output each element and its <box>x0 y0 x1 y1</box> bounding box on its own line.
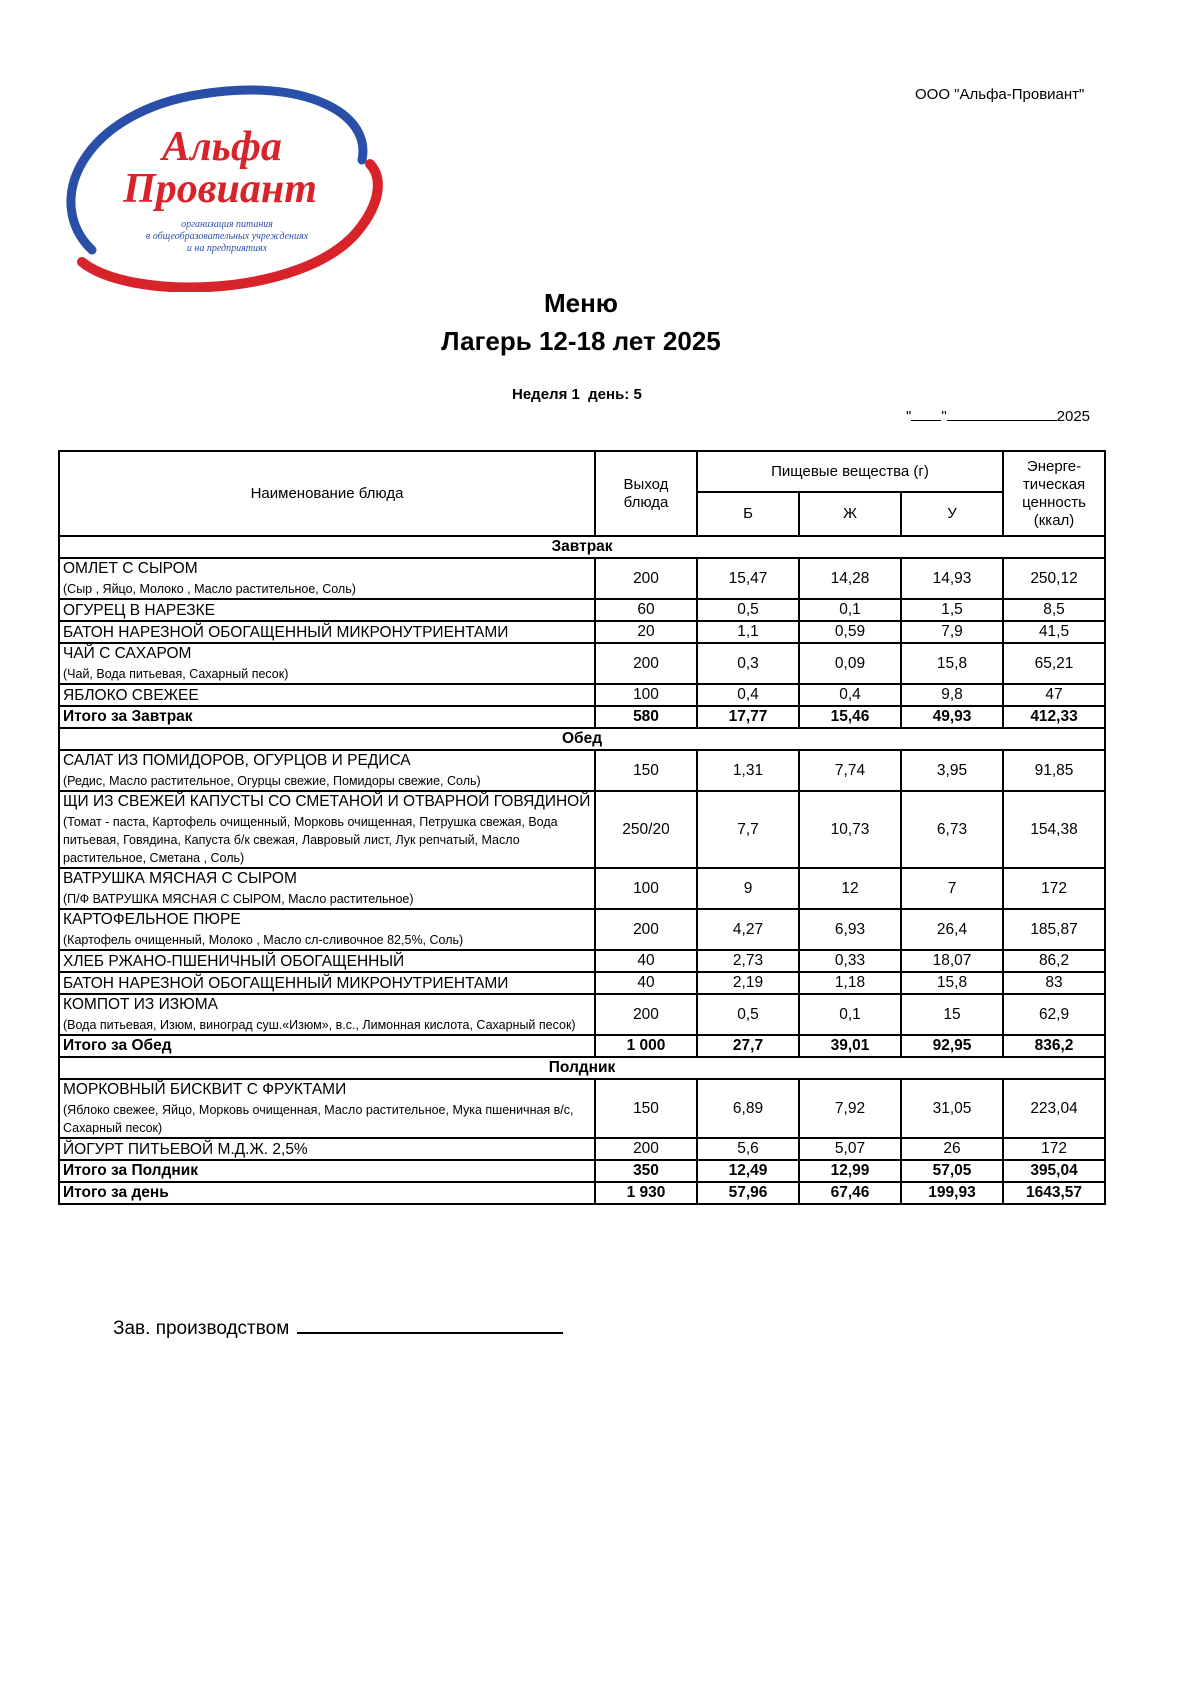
energy-cell: 154,38 <box>1003 791 1105 868</box>
energy-cell: 91,85 <box>1003 750 1105 791</box>
protein-cell: 5,6 <box>697 1138 799 1160</box>
header-name: Наименование блюда <box>59 451 595 536</box>
energy-cell: 185,87 <box>1003 909 1105 950</box>
dish-cell <box>59 599 595 621</box>
dish-name: ЯБЛОКО СВЕЖЕЕ <box>63 686 199 704</box>
dish-ingredients: (Вода питьевая, Изюм, виноград суш.«Изюм», в.с., Лимонная кислота, Сахарный песок) <box>63 1018 576 1032</box>
carbs-cell: 14,93 <box>901 558 1003 599</box>
fat-cell: 5,07 <box>799 1138 901 1160</box>
dish-cell <box>59 1138 595 1160</box>
fat-cell: 10,73 <box>799 791 901 868</box>
protein-cell: 1,31 <box>697 750 799 791</box>
total-yield: 580 <box>595 706 697 728</box>
energy-cell: 223,04 <box>1003 1079 1105 1138</box>
svg-text:организация питания: организация питания <box>181 219 273 230</box>
dish-cell <box>59 643 595 684</box>
page-subtitle: Лагерь 12-18 лет 2025 <box>441 326 721 356</box>
table-row <box>59 950 1105 972</box>
protein-cell: 6,89 <box>697 1079 799 1138</box>
fat-cell: 6,93 <box>799 909 901 950</box>
dish-cell <box>59 621 595 643</box>
energy-cell: 65,21 <box>1003 643 1105 684</box>
table-row <box>59 1079 1105 1138</box>
menu-body <box>59 536 1105 1204</box>
yield-cell: 20 <box>595 621 697 643</box>
carbs-cell: 7,9 <box>901 621 1003 643</box>
dish-ingredients: (Чай, Вода питьевая, Сахарный песок) <box>63 667 289 681</box>
total-carbs: 92,95 <box>901 1035 1003 1057</box>
table-row <box>59 621 1105 643</box>
dish-ingredients: (Сыр , Яйцо, Молоко , Масло растительное, Соль) <box>63 582 356 596</box>
dish-name: КАРТОФЕЛЬНОЕ ПЮРЕ <box>63 911 241 928</box>
carbs-cell: 7 <box>901 868 1003 909</box>
total-protein: 27,7 <box>697 1035 799 1057</box>
day-total-row <box>59 1182 1105 1204</box>
protein-cell: 0,4 <box>697 684 799 706</box>
carbs-cell: 26 <box>901 1138 1003 1160</box>
yield-cell: 150 <box>595 750 697 791</box>
energy-cell: 172 <box>1003 868 1105 909</box>
dish-name: САЛАТ ИЗ ПОМИДОРОВ, ОГУРЦОВ И РЕДИСА <box>63 752 411 769</box>
protein-cell: 4,27 <box>697 909 799 950</box>
total-label: Итого за Обед <box>59 1035 595 1057</box>
section-title: Завтрак <box>59 536 1105 558</box>
signature-line <box>113 1316 563 1340</box>
date-line: " " 2025 <box>906 408 1091 425</box>
dish-name: ЙОГУРТ ПИТЬЕВОЙ М.Д.Ж. 2,5% <box>63 1140 308 1158</box>
dish-name: ОМЛЕТ С СЫРОМ <box>63 560 198 577</box>
menu-table <box>58 450 1106 1205</box>
section-title: Обед <box>59 728 1105 750</box>
protein-cell: 0,3 <box>697 643 799 684</box>
table-row <box>59 1138 1105 1160</box>
week-day-label: Неделя 1 день: 5 <box>512 386 642 403</box>
header-nutrients: Пищевые вещества (г) <box>697 451 1003 492</box>
total-energy: 412,33 <box>1003 706 1105 728</box>
carbs-cell: 15,8 <box>901 972 1003 994</box>
carbs-cell: 31,05 <box>901 1079 1003 1138</box>
yield-cell: 200 <box>595 643 697 684</box>
protein-cell: 2,73 <box>697 950 799 972</box>
energy-cell: 62,9 <box>1003 994 1105 1035</box>
section-title: Полдник <box>59 1057 1105 1079</box>
fat-cell: 14,28 <box>799 558 901 599</box>
total-label: Итого за Полдник <box>59 1160 595 1182</box>
carbs-cell: 18,07 <box>901 950 1003 972</box>
day-total-energy: 1643,57 <box>1003 1182 1105 1204</box>
day-total-label: Итого за день <box>59 1182 595 1204</box>
table-row <box>59 643 1105 684</box>
dish-cell <box>59 558 595 599</box>
yield-cell: 100 <box>595 868 697 909</box>
yield-cell: 100 <box>595 684 697 706</box>
yield-cell: 250/20 <box>595 791 697 868</box>
fat-cell: 12 <box>799 868 901 909</box>
dish-cell <box>59 750 595 791</box>
day-total-fat: 67,46 <box>799 1182 901 1204</box>
table-row <box>59 909 1105 950</box>
carbs-cell: 9,8 <box>901 684 1003 706</box>
dish-name: ЩИ ИЗ СВЕЖЕЙ КАПУСТЫ СО СМЕТАНОЙ И ОТВАРНОЙ ГОВЯДИНОЙ <box>63 793 591 810</box>
svg-text:в общеобразовательных учрежден: в общеобразовательных учреждениях <box>145 231 309 242</box>
table-row <box>59 972 1105 994</box>
yield-cell: 40 <box>595 950 697 972</box>
header-carbs: У <box>901 492 1003 536</box>
total-yield: 1 000 <box>595 1035 697 1057</box>
table-row <box>59 599 1105 621</box>
fat-cell: 0,1 <box>799 994 901 1035</box>
dish-cell <box>59 684 595 706</box>
total-yield: 350 <box>595 1160 697 1182</box>
total-protein: 12,49 <box>697 1160 799 1182</box>
carbs-cell: 26,4 <box>901 909 1003 950</box>
yield-cell: 200 <box>595 1138 697 1160</box>
yield-cell: 200 <box>595 558 697 599</box>
svg-text:Альфа: Альфа <box>162 124 282 170</box>
dish-cell <box>59 1079 595 1138</box>
energy-cell: 83 <box>1003 972 1105 994</box>
header-fat: Ж <box>799 492 901 536</box>
header-energy: Энерге-тическая ценность (ккал) <box>1003 451 1105 536</box>
protein-cell: 7,7 <box>697 791 799 868</box>
yield-cell: 150 <box>595 1079 697 1138</box>
dish-name: ВАТРУШКА МЯСНАЯ С СЫРОМ <box>63 870 297 887</box>
table-row <box>59 750 1105 791</box>
dish-name: КОМПОТ ИЗ ИЗЮМА <box>63 996 219 1013</box>
dish-cell <box>59 950 595 972</box>
table-row <box>59 684 1105 706</box>
energy-cell: 47 <box>1003 684 1105 706</box>
fat-cell: 0,4 <box>799 684 901 706</box>
table-row <box>59 791 1105 868</box>
fat-cell: 0,1 <box>799 599 901 621</box>
dish-ingredients: (Томат - паста, Картофель очищенный, Морковь очищенная, Петрушка свежая, Вода питьевая, Говядина, Капуста б/к свежая, Лавровый лист, Лук репчатый, Масло растительное, Сметана , Соль) <box>63 815 558 865</box>
total-energy: 836,2 <box>1003 1035 1105 1057</box>
section-total-row <box>59 1035 1105 1057</box>
fat-cell: 7,92 <box>799 1079 901 1138</box>
dish-ingredients: (П/Ф ВАТРУШКА МЯСНАЯ С СЫРОМ, Масло растительное) <box>63 892 414 906</box>
signature-label: Зав. производством <box>113 1318 290 1339</box>
carbs-cell: 15,8 <box>901 643 1003 684</box>
yield-cell: 200 <box>595 909 697 950</box>
day-total-yield: 1 930 <box>595 1182 697 1204</box>
yield-cell: 200 <box>595 994 697 1035</box>
protein-cell: 2,19 <box>697 972 799 994</box>
section-total-row <box>59 706 1105 728</box>
energy-cell: 8,5 <box>1003 599 1105 621</box>
signature-blank <box>297 1316 563 1334</box>
table-row <box>59 558 1105 599</box>
total-carbs: 49,93 <box>901 706 1003 728</box>
protein-cell: 15,47 <box>697 558 799 599</box>
dish-ingredients: (Картофель очищенный, Молоко , Масло сл-сливочное 82,5%, Соль) <box>63 933 464 947</box>
dish-ingredients: (Яблоко свежее, Яйцо, Морковь очищенная, Масло растительное, Мука пшеничная в/с, Сахарный песок) <box>63 1103 574 1135</box>
total-fat: 39,01 <box>799 1035 901 1057</box>
svg-text:и на предприятиях: и на предприятиях <box>186 243 268 254</box>
fat-cell: 1,18 <box>799 972 901 994</box>
energy-cell: 86,2 <box>1003 950 1105 972</box>
total-label: Итого за Завтрак <box>59 706 595 728</box>
yield-cell: 40 <box>595 972 697 994</box>
energy-cell: 41,5 <box>1003 621 1105 643</box>
protein-cell: 0,5 <box>697 994 799 1035</box>
fat-cell: 0,33 <box>799 950 901 972</box>
dish-name: ЧАЙ С САХАРОМ <box>63 645 192 662</box>
fat-cell: 0,09 <box>799 643 901 684</box>
dish-ingredients: (Редис, Масло растительное, Огурцы свежие, Помидоры свежие, Соль) <box>63 774 481 788</box>
dish-name: ОГУРЕЦ В НАРЕЗКЕ <box>63 601 215 619</box>
dish-cell <box>59 909 595 950</box>
protein-cell: 9 <box>697 868 799 909</box>
page-title: Меню <box>543 288 619 318</box>
day-total-protein: 57,96 <box>697 1182 799 1204</box>
date-year: 2025 <box>1056 408 1091 425</box>
carbs-cell: 6,73 <box>901 791 1003 868</box>
dish-name: ХЛЕБ РЖАНО-ПШЕНИЧНЫЙ ОБОГАЩЕННЫЙ <box>63 952 405 970</box>
carbs-cell: 15 <box>901 994 1003 1035</box>
header-protein: Б <box>697 492 799 536</box>
section-total-row <box>59 1160 1105 1182</box>
total-energy: 395,04 <box>1003 1160 1105 1182</box>
company-name: ООО "Альфа-Провиант" <box>915 86 1085 103</box>
carbs-cell: 1,5 <box>901 599 1003 621</box>
energy-cell: 172 <box>1003 1138 1105 1160</box>
day-total-carbs: 199,93 <box>901 1182 1003 1204</box>
dish-cell <box>59 972 595 994</box>
protein-cell: 1,1 <box>697 621 799 643</box>
dish-cell <box>59 791 595 868</box>
yield-cell: 60 <box>595 599 697 621</box>
dish-name: МОРКОВНЫЙ БИСКВИТ С ФРУКТАМИ <box>63 1081 347 1098</box>
carbs-cell: 3,95 <box>901 750 1003 791</box>
total-protein: 17,77 <box>697 706 799 728</box>
total-fat: 15,46 <box>799 706 901 728</box>
dish-cell <box>59 994 595 1035</box>
dish-name: БАТОН НАРЕЗНОЙ ОБОГАЩЕННЫЙ МИКРОНУТРИЕНТАМИ <box>63 974 509 992</box>
protein-cell: 0,5 <box>697 599 799 621</box>
dish-name: БАТОН НАРЕЗНОЙ ОБОГАЩЕННЫЙ МИКРОНУТРИЕНТАМИ <box>63 623 509 641</box>
table-row <box>59 994 1105 1035</box>
dish-cell <box>59 868 595 909</box>
fat-cell: 0,59 <box>799 621 901 643</box>
total-carbs: 57,05 <box>901 1160 1003 1182</box>
total-fat: 12,99 <box>799 1160 901 1182</box>
table-row <box>59 868 1105 909</box>
svg-text:Провиант: Провиант <box>123 166 317 212</box>
fat-cell: 7,74 <box>799 750 901 791</box>
header-yield: Выход блюда <box>595 451 697 536</box>
energy-cell: 250,12 <box>1003 558 1105 599</box>
company-logo <box>52 82 390 292</box>
